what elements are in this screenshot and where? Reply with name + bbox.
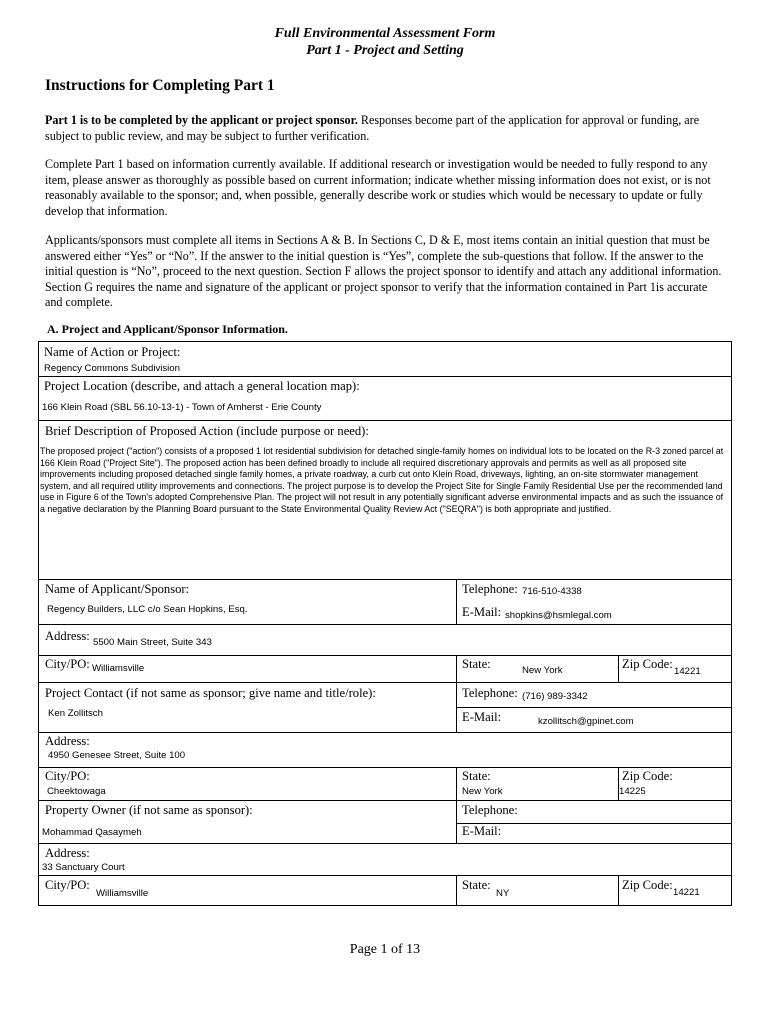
column-divider <box>456 655 457 683</box>
applicant-city-field[interactable]: Williamsville <box>92 663 145 674</box>
instructions-paragraph-1-rest: Responses become part of the application for approval or funding, are subject to public review, and may be subject to further verification. <box>45 113 700 143</box>
owner-state-field[interactable]: NY <box>496 888 510 899</box>
contact-address-label: Address: <box>45 734 90 748</box>
applicant-state-field[interactable]: New York <box>522 665 563 676</box>
owner-name-label: Property Owner (if not same as sponsor): <box>45 803 253 817</box>
owner-zip-field[interactable]: 14221 <box>673 887 700 898</box>
row-divider <box>39 732 731 733</box>
form-subtitle: Part 1 - Project and Setting <box>306 43 464 58</box>
owner-state-label: State: <box>462 878 491 892</box>
applicant-zip-label: Zip Code: <box>622 657 673 671</box>
instructions-paragraph-2: Complete Part 1 based on information currently available. If additional research or investigation would be needed to fully respond to any item, please answer as thoroughly as possible based on current information; indicate whether missing information does not exist, or is not reasonably available to the sponsor; and, when possible, generally describe work or studies which would be necessary to update or fully develop that information. <box>45 157 711 218</box>
section-a-heading: A. Project and Applicant/Sponsor Information. <box>47 322 288 336</box>
column-divider <box>618 655 619 683</box>
form-title: Full Environmental Assessment Form <box>274 26 496 41</box>
project-location-field[interactable]: 166 Klein Road (SBL 56.10-13-1) - Town of Amherst - Erie County <box>42 402 322 413</box>
contact-name-label: Project Contact (if not same as sponsor; give name and title/role): <box>45 686 376 700</box>
project-location-label: Project Location (describe, and attach a general location map): <box>44 379 360 393</box>
row-divider <box>39 420 731 421</box>
owner-city-label: City/PO: <box>45 878 90 892</box>
action-name-field[interactable]: Regency Commons Subdivision <box>44 363 180 374</box>
contact-state-field[interactable]: New York <box>462 786 503 797</box>
row-divider <box>39 767 731 768</box>
row-divider <box>39 875 731 876</box>
row-divider <box>39 655 731 656</box>
column-divider <box>456 875 457 906</box>
applicant-name-label: Name of Applicant/Sponsor: <box>45 582 190 596</box>
instructions-paragraph-1-bold: Part 1 is to be completed by the applicant or project sponsor. <box>45 113 358 127</box>
row-divider <box>39 624 731 625</box>
owner-city-field[interactable]: Williamsville <box>96 888 149 899</box>
applicant-name-field[interactable]: Regency Builders, LLC c/o Sean Hopkins, Esq. <box>47 604 248 615</box>
applicant-state-label: State: <box>462 657 491 671</box>
contact-state-label: State: <box>462 769 491 783</box>
owner-address-field[interactable]: 33 Sanctuary Court <box>42 862 125 873</box>
owner-zip-label: Zip Code: <box>622 878 673 892</box>
owner-name-field[interactable]: Mohammad Qasaymeh <box>42 827 142 838</box>
row-divider <box>39 682 731 683</box>
contact-address-field[interactable]: 4950 Genesee Street, Suite 100 <box>48 750 186 761</box>
row-divider <box>39 376 731 377</box>
contact-email-field[interactable]: kzollitsch@gpinet.com <box>538 716 634 727</box>
contact-city-label: City/PO: <box>45 769 90 783</box>
instructions-paragraph-1 <box>45 113 725 144</box>
action-name-label: Name of Action or Project: <box>44 345 181 359</box>
contact-zip-label: Zip Code: <box>622 769 673 783</box>
row-divider <box>456 707 731 708</box>
row-divider <box>39 843 731 844</box>
owner-telephone-label: Telephone: <box>462 803 518 817</box>
applicant-email-field[interactable]: shopkins@hsmlegal.com <box>505 610 612 621</box>
row-divider <box>39 800 731 801</box>
page-number: Page 1 of 13 <box>349 942 421 957</box>
instructions-paragraph-3: Applicants/sponsors must complete all items in Sections A & B. In Sections C, D & E, most items contain an initial question that must be answered either “Yes” or “No”. If the answer to the initial question is “Yes”, complete the sub-questions that follow. If the answer to the initial question is “No”, proceed to the next question. Section F allows the project sponsor to identify and attach any additional information. Section G requires the name and signature of the applicant or project sponsor to verify that the information contained in Part 1is accurate and complete. <box>45 233 722 310</box>
contact-telephone-field[interactable]: (716) 989-3342 <box>522 691 588 702</box>
applicant-telephone-field[interactable]: 716-510-4338 <box>522 586 582 597</box>
contact-zip-field[interactable]: 14225 <box>619 786 646 797</box>
column-divider <box>456 767 457 800</box>
applicant-address-label: Address: <box>45 629 90 643</box>
applicant-address-field[interactable]: 5500 Main Street, Suite 343 <box>93 637 212 648</box>
contact-telephone-label: Telephone: <box>462 686 518 700</box>
owner-email-label: E-Mail: <box>462 824 502 838</box>
contact-name-field[interactable]: Ken Zollitsch <box>48 708 103 719</box>
column-divider <box>456 800 457 843</box>
project-description-label: Brief Description of Proposed Action (include purpose or need): <box>45 424 369 438</box>
contact-email-label: E-Mail: <box>462 710 502 724</box>
contact-city-field[interactable]: Cheektowaga <box>47 786 106 797</box>
applicant-email-label: E-Mail: <box>462 605 502 619</box>
column-divider <box>456 579 457 624</box>
owner-address-label: Address: <box>45 846 90 860</box>
column-divider <box>618 875 619 906</box>
row-divider <box>39 579 731 580</box>
applicant-city-label: City/PO: <box>45 657 90 671</box>
applicant-zip-field[interactable]: 14221 <box>674 666 701 677</box>
column-divider <box>456 682 457 732</box>
instructions-heading: Instructions for Completing Part 1 <box>45 77 275 94</box>
applicant-telephone-label: Telephone: <box>462 582 518 596</box>
project-description-field[interactable]: The proposed project ("action") consists of a proposed 1 lot residential subdivision for detached single-family homes on individual lots to be located on the R-3 zoned parcel at 166 Klein Road ("Project Site"). The proposed action has been defined broadly to include all required discretionary approvals and permits as well as all proposed site improvements including proposed detached single family homes, a private roadway, a curb cut onto Klein Road, driveways, lighting, an on-site stormwater management system, and all required utility improvements and connections. The project purpose is to develop the Project Site for Single Family Residential Use per the recommended land use in Figure 6 of the Town's adopted Comprehensive Plan. The project will not result in any potentially significant adverse environmental impacts and as such the issuance of a negative declaration by the Planning Board pursuant to the State Environmental Quality Review Act ("SEQRA") is both appropriate and justified. <box>40 446 724 514</box>
project-info-form <box>38 341 732 906</box>
